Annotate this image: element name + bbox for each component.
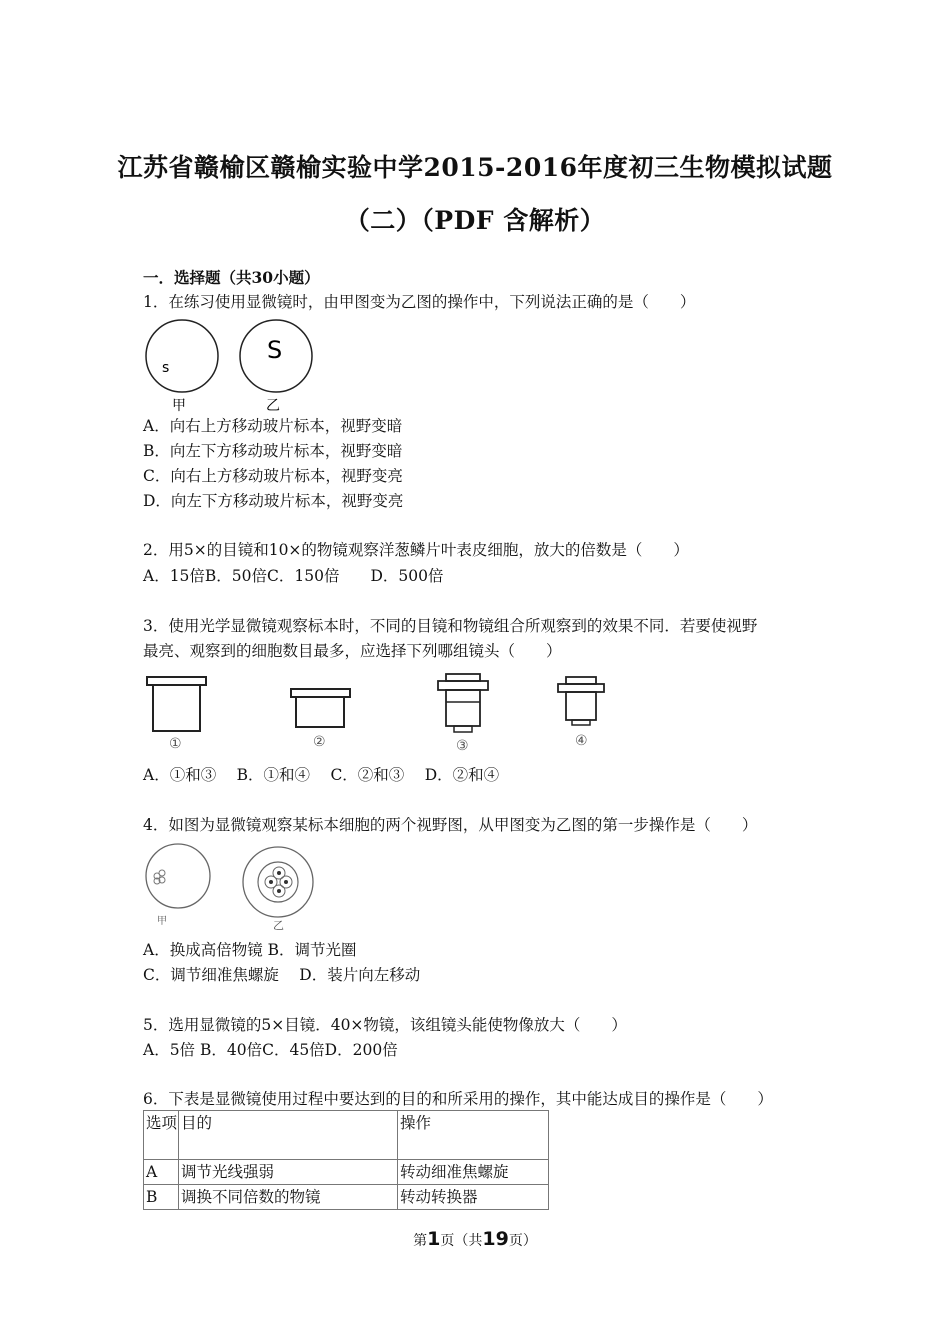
- q1-option-c: C．向右上方移动玻片标本，视野变亮: [143, 467, 403, 485]
- q6-table: [143, 1110, 549, 1210]
- q1-option-b: B．向左下方移动玻片标本，视野变暗: [143, 442, 403, 460]
- q5-options: A．5倍 B．40倍C．45倍D．200倍: [143, 1041, 398, 1059]
- lens-1-eyepiece-long: [147, 677, 206, 731]
- q4-cells-large: [265, 867, 292, 897]
- q1-label-yi: 乙: [266, 398, 280, 414]
- lens-4-label: ④: [575, 733, 588, 749]
- q1-letter-big: S: [267, 336, 283, 364]
- q5-stem: 5．选用显微镜的5×目镜．40×物镜，该组镜头能使物像放大（ ）: [143, 1016, 627, 1034]
- lens-2-eyepiece-short: [291, 689, 350, 727]
- footer-total-pages: 19: [482, 1228, 509, 1250]
- q3-stem-line1: 3．使用光学显微镜观察标本时，不同的目镜和物镜组合所观察到的效果不同．若要使视野: [143, 617, 758, 635]
- q3-lens-figure: [140, 670, 640, 756]
- q4-label-yi: 乙: [273, 919, 284, 932]
- footer-mid: 页（共: [440, 1233, 483, 1249]
- q1-stem: 1．在练习使用显微镜时，由甲图变为乙图的操作中，下列说法正确的是（ ）: [143, 293, 696, 311]
- table-header-option: 选项: [144, 1111, 179, 1160]
- footer-suffix: 页）: [508, 1233, 537, 1249]
- document-title-line2: （二）（PDF 含解析）: [344, 206, 606, 235]
- page-footer: [0, 1228, 950, 1250]
- table-header-row: [144, 1111, 549, 1160]
- table-cell: 调节光线强弱: [179, 1160, 398, 1185]
- q4-cells-small: [154, 870, 165, 884]
- q6-stem: 6．下表是显微镜使用过程中要达到的目的和所采用的操作，其中能达成目的操作是（ ）: [143, 1090, 773, 1108]
- footer-prefix: 第: [413, 1233, 428, 1249]
- q4-options-line2: C．调节细准焦螺旋 D．装片向左移动: [143, 966, 421, 984]
- table-header-operation: 操作: [398, 1111, 549, 1160]
- table-cell: 转动细准焦螺旋: [398, 1160, 549, 1185]
- q1-field-jia: [146, 320, 218, 392]
- q1-option-d: D．向左下方移动玻片标本，视野变亮: [143, 492, 404, 510]
- footer-page-number: 1: [427, 1228, 441, 1250]
- q4-options-line1: A．换成高倍物镜 B．调节光圈: [143, 941, 357, 959]
- section-header: 一．选择题（共30小题）: [143, 268, 320, 287]
- lens-2-label: ②: [313, 734, 326, 750]
- q4-field-jia: [146, 844, 210, 908]
- lens-1-label: ①: [169, 736, 182, 752]
- table-row: [144, 1185, 549, 1210]
- document-title-line1: 江苏省赣榆区赣榆实验中学2015-2016年度初三生物模拟试题: [117, 153, 833, 182]
- q4-field-yi: [243, 847, 313, 917]
- q4-figure: [140, 842, 330, 932]
- q1-option-a: A．向右上方移动玻片标本，视野变暗: [143, 417, 403, 435]
- q1-label-jia: 甲: [172, 398, 186, 414]
- lens-3-label: ③: [456, 738, 469, 754]
- q1-letter-small: s: [162, 360, 170, 376]
- table-cell: 调换不同倍数的物镜: [179, 1185, 398, 1210]
- table-cell: 转动转换器: [398, 1185, 549, 1210]
- q4-label-jia: 甲: [157, 916, 167, 927]
- table-header-purpose: 目的: [179, 1111, 398, 1160]
- q2-stem: 2．用5×的目镜和10×的物镜观察洋葱鳞片叶表皮细胞，放大的倍数是（ ）: [143, 541, 689, 559]
- q1-figure: [140, 318, 325, 418]
- q2-options: A．15倍B．50倍C．150倍 D．500倍: [143, 567, 444, 585]
- table-cell: A: [144, 1160, 179, 1185]
- q3-options: A．①和③ B．①和④ C．②和③ D．②和④: [143, 766, 500, 784]
- lens-4-objective-short: [558, 677, 604, 725]
- table-row: [144, 1160, 549, 1185]
- table-cell: B: [144, 1185, 179, 1210]
- q4-stem: 4．如图为显微镜观察某标本细胞的两个视野图，从甲图变为乙图的第一步操作是（ ）: [143, 816, 758, 834]
- lens-3-objective-long: [438, 674, 488, 732]
- q3-stem-line2: 最亮、观察到的细胞数目最多，应选择下列哪组镜头（ ）: [143, 642, 562, 660]
